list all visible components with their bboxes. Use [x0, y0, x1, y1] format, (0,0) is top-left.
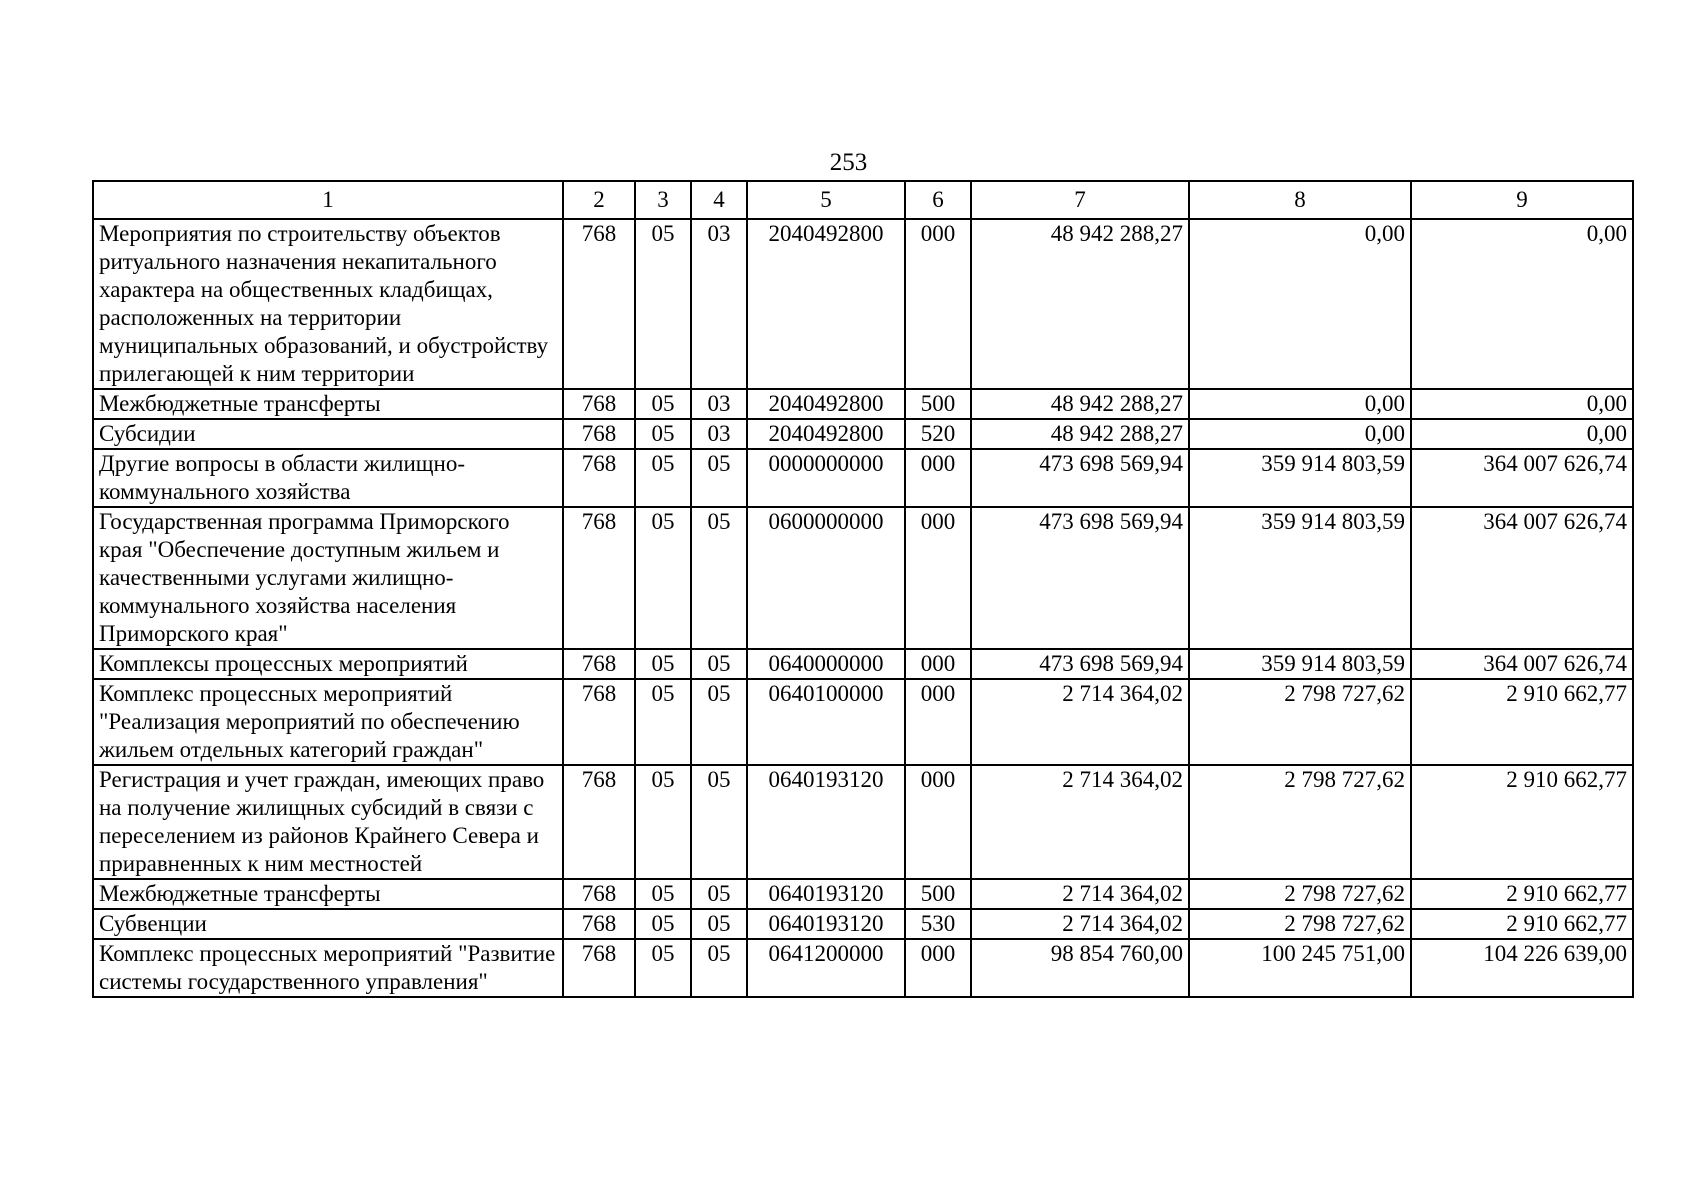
amount-col-9: 364 007 626,74: [1411, 507, 1633, 649]
section-code: 05: [635, 419, 691, 449]
table-row: [93, 649, 1633, 679]
target-article-code: 0640000000: [747, 649, 905, 679]
col-header-7: 7: [971, 181, 1189, 219]
amount-col-9: 364 007 626,74: [1411, 449, 1633, 507]
col-header-3: 3: [635, 181, 691, 219]
target-article-code: 0641200000: [747, 939, 905, 997]
subsection-code: 05: [691, 909, 747, 939]
subsection-code: 05: [691, 679, 747, 765]
table-row: [93, 765, 1633, 879]
admin-code: 768: [563, 419, 635, 449]
expense-type-code: 000: [905, 219, 971, 389]
amount-col-9: 2 910 662,77: [1411, 909, 1633, 939]
amount-col-8: 100 245 751,00: [1189, 939, 1411, 997]
amount-col-7: 48 942 288,27: [971, 389, 1189, 419]
expense-type-code: 000: [905, 939, 971, 997]
table-row: [93, 909, 1633, 939]
admin-code: 768: [563, 219, 635, 389]
col-header-8: 8: [1189, 181, 1411, 219]
amount-col-9: 364 007 626,74: [1411, 649, 1633, 679]
expense-type-code: 000: [905, 679, 971, 765]
target-article-code: 0640193120: [747, 909, 905, 939]
section-code: 05: [635, 507, 691, 649]
row-name: Субсидии: [93, 419, 563, 449]
amount-col-8: 0,00: [1189, 389, 1411, 419]
section-code: 05: [635, 879, 691, 909]
expense-type-code: 530: [905, 909, 971, 939]
budget-table: [92, 180, 1634, 998]
expense-type-code: 000: [905, 449, 971, 507]
amount-col-8: 359 914 803,59: [1189, 507, 1411, 649]
section-code: 05: [635, 649, 691, 679]
target-article-code: 0640100000: [747, 679, 905, 765]
table-row: [93, 449, 1633, 507]
amount-col-9: 2 910 662,77: [1411, 679, 1633, 765]
target-article-code: 2040492800: [747, 419, 905, 449]
expense-type-code: 500: [905, 879, 971, 909]
col-header-1: 1: [93, 181, 563, 219]
col-header-9: 9: [1411, 181, 1633, 219]
subsection-code: 05: [691, 879, 747, 909]
section-code: 05: [635, 679, 691, 765]
admin-code: 768: [563, 507, 635, 649]
page-number: 253: [829, 149, 868, 176]
amount-col-8: 2 798 727,62: [1189, 765, 1411, 879]
amount-col-7: 2 714 364,02: [971, 879, 1189, 909]
table-row: [93, 419, 1633, 449]
target-article-code: 2040492800: [747, 219, 905, 389]
section-code: 05: [635, 219, 691, 389]
col-header-6: 6: [905, 181, 971, 219]
admin-code: 768: [563, 679, 635, 765]
row-name: Межбюджетные трансферты: [93, 879, 563, 909]
expense-type-code: 000: [905, 765, 971, 879]
row-name: Регистрация и учет граждан, имеющих право на получение жилищных субсидий в связи с переселением из районов Крайнего Севера и приравненных к ним местностей: [93, 765, 563, 879]
amount-col-9: 0,00: [1411, 219, 1633, 389]
row-name: Комплекс процессных мероприятий "Развитие системы государственного управления": [93, 939, 563, 997]
row-name: Межбюджетные трансферты: [93, 389, 563, 419]
amount-col-7: 2 714 364,02: [971, 679, 1189, 765]
col-header-5: 5: [747, 181, 905, 219]
subsection-code: 05: [691, 649, 747, 679]
section-code: 05: [635, 449, 691, 507]
amount-col-7: 473 698 569,94: [971, 449, 1189, 507]
table-row: [93, 939, 1633, 997]
admin-code: 768: [563, 879, 635, 909]
amount-col-8: 2 798 727,62: [1189, 679, 1411, 765]
table-row: [93, 879, 1633, 909]
section-code: 05: [635, 389, 691, 419]
subsection-code: 05: [691, 449, 747, 507]
amount-col-7: 48 942 288,27: [971, 219, 1189, 389]
admin-code: 768: [563, 449, 635, 507]
subsection-code: 05: [691, 507, 747, 649]
amount-col-9: 0,00: [1411, 389, 1633, 419]
row-name: Другие вопросы в области жилищно-коммунального хозяйства: [93, 449, 563, 507]
expense-type-code: 500: [905, 389, 971, 419]
header-row: [93, 181, 1633, 219]
expense-type-code: 000: [905, 507, 971, 649]
amount-col-7: 98 854 760,00: [971, 939, 1189, 997]
row-name: Комплекс процессных мероприятий "Реализация мероприятий по обеспечению жильем отдельных категорий граждан": [93, 679, 563, 765]
subsection-code: 05: [691, 765, 747, 879]
section-code: 05: [635, 765, 691, 879]
subsection-code: 05: [691, 939, 747, 997]
amount-col-9: 104 226 639,00: [1411, 939, 1633, 997]
amount-col-8: 0,00: [1189, 419, 1411, 449]
admin-code: 768: [563, 939, 635, 997]
col-header-2: 2: [563, 181, 635, 219]
table-row: [93, 219, 1633, 389]
section-code: 05: [635, 909, 691, 939]
subsection-code: 03: [691, 219, 747, 389]
table-row: [93, 389, 1633, 419]
amount-col-8: 359 914 803,59: [1189, 449, 1411, 507]
admin-code: 768: [563, 649, 635, 679]
section-code: 05: [635, 939, 691, 997]
amount-col-7: 2 714 364,02: [971, 765, 1189, 879]
amount-col-7: 473 698 569,94: [971, 649, 1189, 679]
target-article-code: 2040492800: [747, 389, 905, 419]
admin-code: 768: [563, 389, 635, 419]
row-name: Комплексы процессных мероприятий: [93, 649, 563, 679]
expense-type-code: 000: [905, 649, 971, 679]
subsection-code: 03: [691, 419, 747, 449]
amount-col-8: 0,00: [1189, 219, 1411, 389]
table-row: [93, 507, 1633, 649]
target-article-code: 0640193120: [747, 765, 905, 879]
target-article-code: 0600000000: [747, 507, 905, 649]
target-article-code: 0640193120: [747, 879, 905, 909]
row-name: Субвенции: [93, 909, 563, 939]
amount-col-7: 2 714 364,02: [971, 909, 1189, 939]
target-article-code: 0000000000: [747, 449, 905, 507]
amount-col-7: 48 942 288,27: [971, 419, 1189, 449]
expense-type-code: 520: [905, 419, 971, 449]
amount-col-9: 2 910 662,77: [1411, 765, 1633, 879]
admin-code: 768: [563, 909, 635, 939]
row-name: Государственная программа Приморского края "Обеспечение доступным жильем и качественными услугами жилищно-коммунального хозяйства населения Приморского края": [93, 507, 563, 649]
amount-col-9: 0,00: [1411, 419, 1633, 449]
col-header-4: 4: [691, 181, 747, 219]
amount-col-9: 2 910 662,77: [1411, 879, 1633, 909]
amount-col-8: 2 798 727,62: [1189, 879, 1411, 909]
admin-code: 768: [563, 765, 635, 879]
subsection-code: 03: [691, 389, 747, 419]
amount-col-7: 473 698 569,94: [971, 507, 1189, 649]
amount-col-8: 359 914 803,59: [1189, 649, 1411, 679]
row-name: Мероприятия по строительству объектов ритуального назначения некапитального характера на общественных кладбищах, расположенных на территории муниципальных образований, и обустройству прилегающей к ним территории: [93, 219, 563, 389]
table-row: [93, 679, 1633, 765]
amount-col-8: 2 798 727,62: [1189, 909, 1411, 939]
